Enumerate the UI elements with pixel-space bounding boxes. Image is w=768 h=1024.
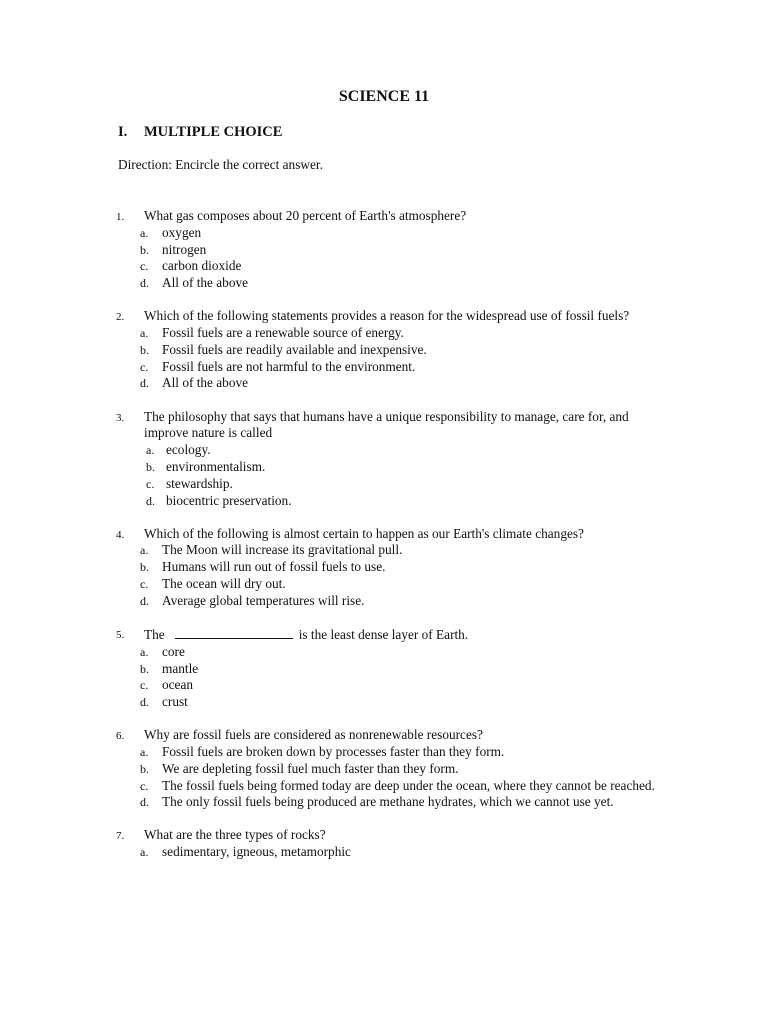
- option-letter: a.: [140, 225, 149, 240]
- option-text: sedimentary, igneous, metamorphic: [162, 844, 351, 860]
- option-c[interactable]: [0, 576, 768, 593]
- section-number: I.: [118, 124, 128, 140]
- section-heading: [118, 124, 282, 141]
- option-a[interactable]: [0, 542, 768, 559]
- option-letter: d.: [140, 376, 149, 391]
- question-2: [0, 308, 768, 392]
- option-text: Fossil fuels are a renewable source of energy.: [162, 325, 404, 341]
- direction-text: Direction: Encircle the correct answer.: [118, 157, 323, 172]
- option-letter: c.: [146, 476, 155, 491]
- question-text: Which of the following statements provides a reason for the widespread use of fossil fuels?: [144, 308, 630, 324]
- option-c[interactable]: [0, 359, 768, 376]
- option-text: We are depleting fossil fuel much faster than they form.: [162, 760, 459, 776]
- question-list: [0, 208, 768, 877]
- option-c[interactable]: [0, 258, 768, 275]
- option-text: Fossil fuels are readily available and inexpensive.: [162, 341, 427, 357]
- option-letter: b.: [140, 560, 149, 575]
- option-text: The Moon will increase its gravitational pull.: [162, 542, 403, 558]
- question-number: 7.: [116, 830, 125, 843]
- question-4: [0, 526, 768, 610]
- option-b[interactable]: [0, 661, 768, 678]
- option-text: crust: [162, 694, 188, 710]
- question-number: 2.: [116, 311, 125, 324]
- option-a[interactable]: [0, 844, 768, 861]
- option-text: Fossil fuels are not harmful to the environment.: [162, 358, 416, 374]
- question-number: 1.: [116, 211, 125, 223]
- option-letter: c.: [140, 577, 149, 592]
- option-text: oxygen: [162, 224, 202, 240]
- question-text: What gas composes about 20 percent of Earth's atmosphere?: [144, 208, 467, 223]
- option-letter: a.: [146, 443, 155, 458]
- option-a[interactable]: [0, 225, 768, 242]
- option-b[interactable]: [0, 559, 768, 576]
- option-text: core: [162, 643, 185, 659]
- option-text: stewardship.: [166, 475, 233, 491]
- option-letter: b.: [140, 342, 149, 357]
- option-letter: c.: [140, 678, 149, 693]
- option-a[interactable]: [0, 644, 768, 661]
- option-text: environmentalism.: [166, 458, 266, 474]
- question-text: The philosophy that says that humans have a unique responsibility to manage, care for, and improve nature is called: [144, 408, 629, 441]
- question-text: What are the three types of rocks?: [144, 827, 326, 843]
- option-d[interactable]: [0, 493, 768, 510]
- option-a[interactable]: [0, 442, 768, 459]
- question-number: 6.: [116, 730, 125, 743]
- option-b[interactable]: [0, 342, 768, 359]
- option-letter: d.: [140, 276, 149, 291]
- option-text: All of the above: [162, 375, 249, 391]
- option-letter: a.: [140, 745, 149, 759]
- option-letter: a.: [140, 644, 149, 659]
- option-c[interactable]: [0, 476, 768, 493]
- option-d[interactable]: [0, 794, 768, 811]
- option-a[interactable]: [0, 325, 768, 342]
- option-text: The ocean will dry out.: [162, 576, 286, 592]
- answer-blank[interactable]: [175, 626, 293, 639]
- question-6: [0, 727, 768, 811]
- option-letter: d.: [140, 695, 149, 710]
- section-label: MULTIPLE CHOICE: [144, 124, 283, 140]
- option-d[interactable]: [0, 694, 768, 711]
- option-letter: c.: [140, 359, 149, 374]
- question-1: [0, 208, 768, 292]
- question-5: [0, 626, 768, 711]
- option-text: mantle: [162, 660, 199, 676]
- option-text: ocean: [162, 677, 194, 693]
- question-text-after: is the least dense layer of Earth.: [298, 626, 469, 642]
- option-letter: b.: [140, 761, 149, 776]
- option-letter: a.: [140, 845, 149, 860]
- page-title: SCIENCE 11: [338, 88, 430, 105]
- option-letter: a.: [140, 326, 149, 341]
- option-text: The only fossil fuels being produced are methane hydrates, which we cannot use yet.: [162, 794, 614, 810]
- option-letter: c.: [140, 259, 149, 274]
- option-d[interactable]: [0, 375, 768, 392]
- question-text: Why are fossil fuels are considered as nonrenewable resources?: [144, 727, 483, 743]
- option-text: Humans will run out of fossil fuels to use.: [162, 559, 386, 575]
- option-letter: a.: [140, 543, 149, 558]
- option-letter: b.: [146, 459, 155, 474]
- question-7: [0, 827, 768, 861]
- question-number: 5.: [116, 628, 125, 641]
- option-letter: d.: [146, 493, 155, 508]
- option-letter: d.: [140, 795, 149, 810]
- option-text: Fossil fuels are broken down by processes faster than they form.: [162, 744, 505, 759]
- option-b[interactable]: [0, 459, 768, 476]
- option-b[interactable]: [0, 761, 768, 778]
- option-d[interactable]: [0, 275, 768, 292]
- option-text: Average global temperatures will rise.: [162, 592, 365, 608]
- option-text: All of the above: [162, 275, 249, 291]
- question-number: 3.: [116, 411, 125, 424]
- question-text-before: The: [144, 626, 165, 642]
- option-letter: c.: [140, 778, 149, 793]
- option-text: nitrogen: [162, 241, 207, 257]
- option-c[interactable]: [0, 677, 768, 694]
- option-text: carbon dioxide: [162, 258, 242, 274]
- question-number: 4.: [116, 528, 125, 541]
- option-a[interactable]: [0, 744, 768, 761]
- option-letter: b.: [140, 661, 149, 676]
- option-b[interactable]: [0, 242, 768, 259]
- option-text: ecology.: [166, 442, 211, 458]
- option-c[interactable]: [0, 778, 768, 795]
- option-text: biocentric preservation.: [166, 492, 292, 508]
- option-d[interactable]: [0, 593, 768, 610]
- option-letter: b.: [140, 242, 149, 257]
- question-3: [0, 409, 768, 510]
- option-letter: d.: [140, 593, 149, 608]
- option-text: The fossil fuels being formed today are deep under the ocean, where they cannot be reached.: [162, 777, 655, 793]
- question-text: Which of the following is almost certain to happen as our Earth's climate changes?: [144, 525, 584, 541]
